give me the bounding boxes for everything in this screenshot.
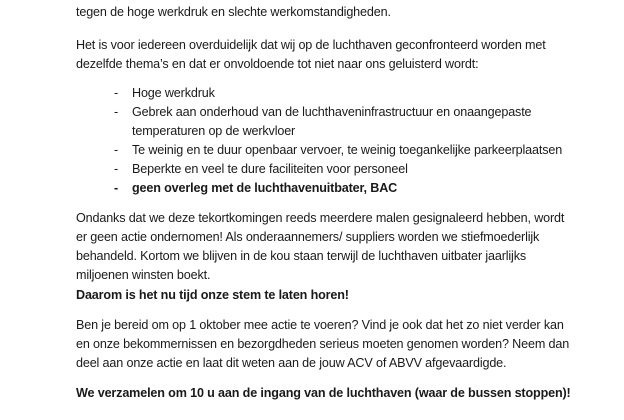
paragraph1-line: dezelfde thema’s en dat er onvoldoende tot niet naar ons geluisterd wordt: [76,57,479,71]
paragraph1-line: Het is voor iedereen overduidelijk dat wij op de luchthaven geconfronteerd worden met [76,38,546,52]
bullet-dash: - [114,86,119,100]
callout-heading: Daarom is het nu tijd onze stem te laten horen! [76,288,349,302]
list-item-text: Gebrek aan onderhoud van de luchthaveninfrastructuur en onaangepaste [132,105,532,119]
paragraph2-line: er geen actie ondernomen! Als onderaannemers/ suppliers worden we stiefmoederlijk [76,230,540,244]
bullet-dash: - [114,105,119,119]
list-item-text: Beperkte en veel te dure faciliteiten voor personeel [132,162,408,176]
list-item-text: Te weinig en te duur openbaar vervoer, te weinig toegankelijke parkeerplaatsen [132,143,563,157]
paragraph2-line: behandeld. Kortom we blijven in de kou staan terwijl de luchthaven uitbater jaarlijks [76,249,526,263]
bullet-dash: - [114,162,119,176]
paragraph3-line: en onze bekommernissen en bezorgdheden serieus moeten genomen worden? Neem dan [76,337,570,351]
list-item-text: Hoge werkdruk [132,86,215,100]
list-item-text: geen overleg met de luchthavenuitbater, BAC [132,181,398,195]
bullet-dash: - [114,181,119,195]
paragraph2-line: miljoenen winsten boekt. [76,268,211,282]
meeting-callout: We verzamelen om 10 u aan de ingang van de luchthaven (waar de bussen stoppen)! [76,386,571,400]
intro-tail-text: tegen de hoge werkdruk en slechte werkomstandigheden. [76,5,391,19]
paragraph2-line: Ondanks dat we deze tekortkomingen reeds meerdere malen gesignaleerd hebben, wordt [76,211,565,225]
list-item-text: temperaturen op de werkvloer [132,124,296,138]
paragraph3-line: Ben je bereid om op 1 oktober mee actie te voeren? Vind je ook dat het zo niet verder kan [76,318,564,332]
bullet-dash: - [114,143,119,157]
paragraph3-line: deel aan onze actie en laat dit weten aan de jouw ACV of ABVV afgevaardigde. [76,356,507,370]
